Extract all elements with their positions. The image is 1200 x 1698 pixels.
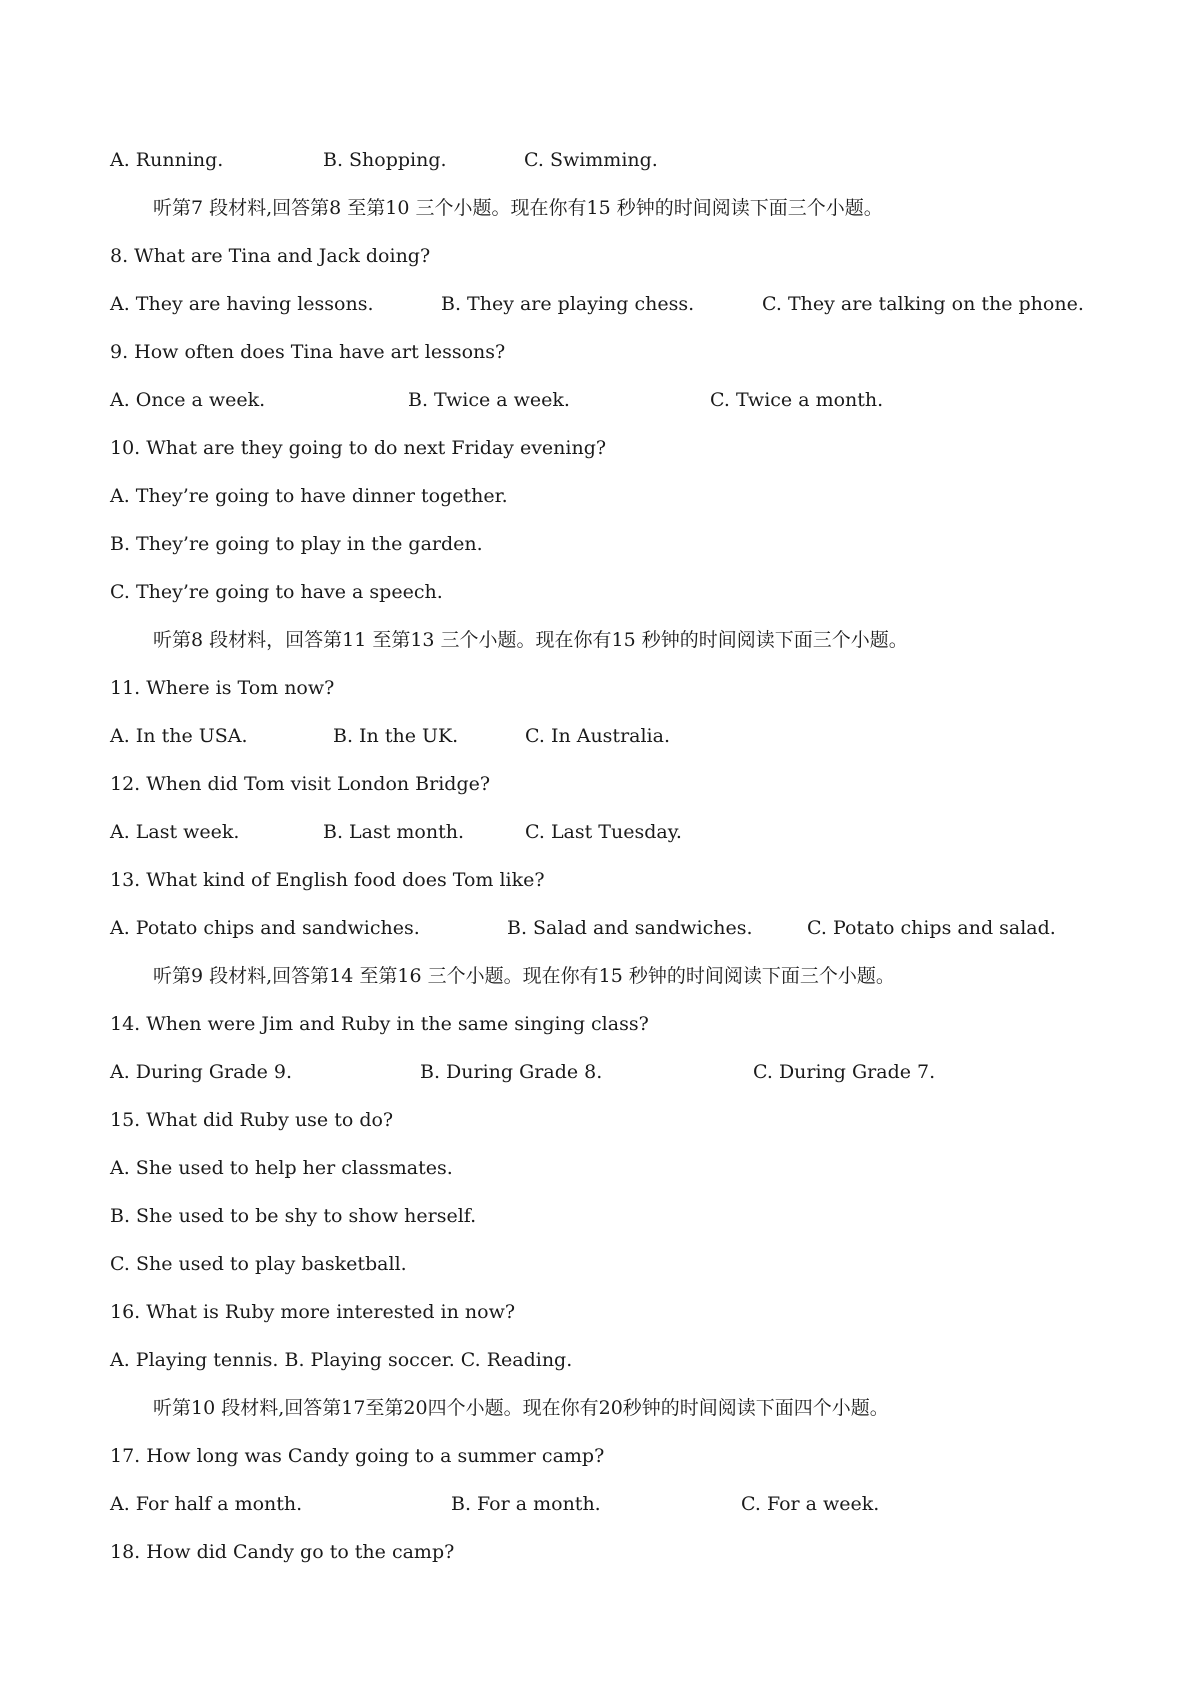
options-row [110, 148, 1170, 172]
question-text: 8. What are Tina and Jack doing? [110, 245, 431, 267]
answer-option: A. She used to help her classmates. [110, 1157, 453, 1179]
answer-option: C. They’re going to have a speech. [110, 581, 443, 603]
question-text: 11. Where is Tom now? [110, 677, 335, 699]
answer-option: B. During Grade 8. [420, 1061, 603, 1083]
question-text: 14. When were Jim and Ruby in the same singing class? [110, 1013, 649, 1035]
question-text: 13. What kind of English food does Tom like? [110, 869, 545, 891]
question-text: 16. What is Ruby more interested in now? [110, 1301, 516, 1323]
options-row [110, 820, 1170, 844]
answer-option: C. Twice a month. [710, 389, 884, 411]
answer-option: C. During Grade 7. [753, 1061, 936, 1083]
answer-option: C. For a week. [741, 1493, 880, 1515]
answer-option: A. For half a month. [110, 1493, 303, 1515]
answer-option: A. Running. [110, 149, 224, 171]
question-text: 10. What are they going to do next Friday evening? [110, 437, 607, 459]
answer-option: A. They are having lessons. [110, 293, 374, 315]
answer-option: A. During Grade 9. [110, 1061, 293, 1083]
answer-option: B. Last month. [323, 821, 465, 843]
question-text: 18. How did Candy go to the camp? [110, 1541, 455, 1563]
question-text: 15. What did Ruby use to do? [110, 1109, 394, 1131]
answer-option: C. She used to play basketball. [110, 1253, 407, 1275]
answer-option: B. Shopping. [323, 149, 447, 171]
answer-option: A. Once a week. [110, 389, 266, 411]
answer-option: B. They are playing chess. [441, 293, 695, 315]
options-row [110, 724, 1170, 748]
answer-option: B. They’re going to play in the garden. [110, 533, 483, 555]
answer-option: A. Potato chips and sandwiches. [110, 917, 420, 939]
section-instruction: 听第7 段材料,回答第8 至第10 三个小题。现在你有15 秒钟的时间阅读下面三个小题。 [153, 197, 883, 219]
answer-option: B. For a month. [451, 1493, 601, 1515]
question-text: 17. How long was Candy going to a summer camp? [110, 1445, 605, 1467]
answer-option: C. Last Tuesday. [525, 821, 682, 843]
section-instruction: 听第9 段材料,回答第14 至第16 三个小题。现在你有15 秒钟的时间阅读下面三个小题。 [153, 965, 895, 987]
answer-option: C. Swimming. [524, 149, 658, 171]
options-row [110, 916, 1170, 940]
answer-option: B. She used to be shy to show herself. [110, 1205, 477, 1227]
options-row [110, 292, 1170, 316]
options-row [110, 1060, 1170, 1084]
answer-option: B. Twice a week. [408, 389, 570, 411]
answer-option: A. In the USA. [110, 725, 248, 747]
question-text: 12. When did Tom visit London Bridge? [110, 773, 491, 795]
answer-option: B. Salad and sandwiches. [507, 917, 753, 939]
answer-option: A. They’re going to have dinner together. [110, 485, 508, 507]
answer-option: C. In Australia. [525, 725, 670, 747]
options-row [110, 388, 1170, 412]
section-instruction: 听第10 段材料,回答第17至第20四个小题。现在你有20秒钟的时间阅读下面四个小题。 [153, 1397, 889, 1419]
answer-option: C. They are talking on the phone. [762, 293, 1084, 315]
answer-option: B. In the UK. [333, 725, 459, 747]
question-text: 9. How often does Tina have art lessons? [110, 341, 506, 363]
answer-option: C. Potato chips and salad. [807, 917, 1056, 939]
options-row [110, 1492, 1170, 1516]
section-instruction: 听第8 段材料，回答第11 至第13 三个小题。现在你有15 秒钟的时间阅读下面三个小题。 [153, 629, 908, 651]
answer-option: A. Playing tennis. B. Playing soccer. C. Reading. [110, 1349, 573, 1371]
answer-option: A. Last week. [110, 821, 240, 843]
